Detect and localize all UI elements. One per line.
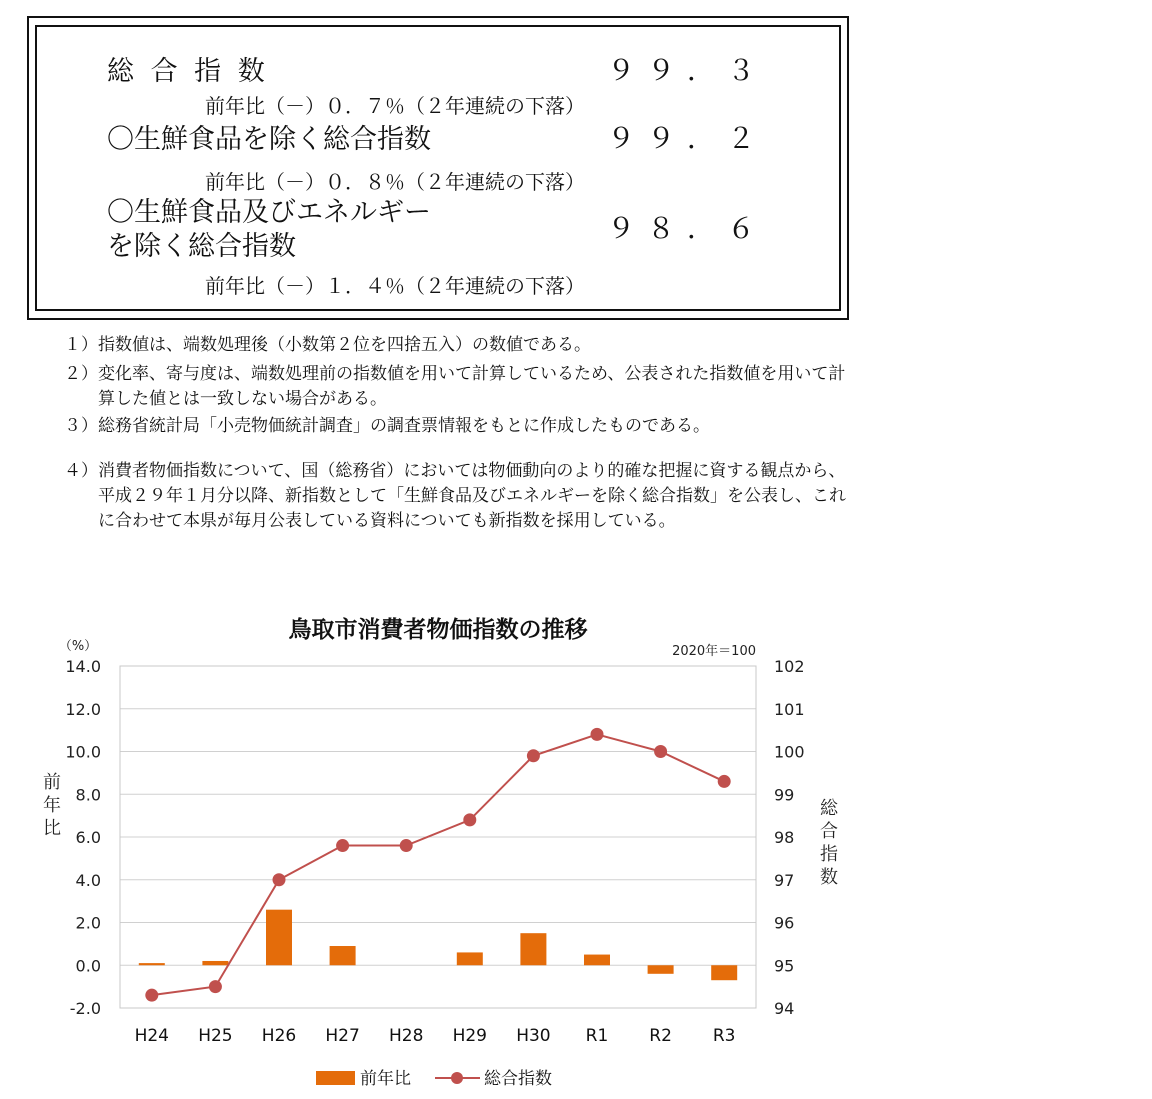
x-tick-label: H27 [325, 1026, 360, 1046]
point-H25 [209, 980, 222, 993]
left-tick-label: 12.0 [65, 699, 101, 719]
summary-box-inner [35, 25, 841, 311]
right-tick-label: 96 [774, 913, 795, 933]
left-tick-label: 2.0 [75, 913, 101, 933]
right-axis-ticks [774, 657, 805, 1018]
point-R1 [591, 728, 604, 741]
x-tick-label: H25 [198, 1026, 233, 1046]
left-tick-label: -2.0 [69, 999, 101, 1018]
right-axis-title [820, 798, 839, 888]
legend-line-label: 総合指数 [484, 1069, 552, 1089]
left-tick-label: 14.0 [65, 657, 101, 676]
note-number: ４） [64, 461, 98, 481]
legend-bar-swatch [316, 1071, 355, 1085]
right-tick-label: 95 [774, 956, 795, 976]
bar-H26 [266, 910, 292, 966]
summary-value-headline: ９９．３ [607, 54, 768, 87]
bar-H30 [520, 933, 546, 965]
base-year-note: 2020年＝100 [672, 644, 756, 659]
right-tick-label: 100 [774, 742, 805, 762]
legend-bar-label: 前年比 [360, 1069, 411, 1089]
point-R2 [654, 745, 667, 758]
bar-R2 [648, 965, 674, 974]
x-tick-label: H30 [516, 1026, 551, 1046]
x-tick-label: H28 [388, 1026, 424, 1046]
x-tick-label: H26 [261, 1026, 297, 1046]
summary-value-corecore: ９８．６ [607, 212, 768, 245]
x-tick-label: H29 [452, 1026, 488, 1046]
right-tick-label: 97 [774, 870, 795, 890]
gridlines [120, 666, 756, 1008]
x-tick-label: R2 [649, 1026, 672, 1046]
axis-title-char: 比 [43, 818, 61, 839]
axis-title-char: 年 [43, 795, 61, 816]
left-tick-label: 4.0 [75, 870, 101, 890]
summary-label-headline: 総 合 指 数 [107, 56, 269, 87]
chart-title: 鳥取市消費者物価指数の推移 [288, 617, 588, 643]
axis-title-char: 数 [820, 867, 838, 888]
point-H30 [527, 749, 540, 762]
right-tick-label: 94 [774, 999, 795, 1018]
point-H27 [336, 839, 349, 852]
summary-label-core: 〇生鮮食品を除く総合指数 [107, 124, 431, 155]
right-tick-label: 98 [774, 828, 795, 847]
note-item [64, 414, 854, 439]
note-item [64, 459, 854, 534]
left-tick-label: 0.0 [75, 956, 101, 976]
legend [316, 1068, 552, 1089]
line-path [152, 734, 724, 995]
summary-change-corecore: 前年比（－）１．４％（２年連続の下落） [205, 274, 585, 298]
left-axis-unit: （%） [58, 639, 98, 654]
left-tick-label: 6.0 [75, 828, 101, 847]
bar-R1 [584, 955, 610, 966]
point-H29 [463, 813, 476, 826]
bar-H25 [202, 961, 228, 965]
summary-box [27, 16, 849, 320]
axis-title-char: 総 [820, 798, 838, 819]
axis-title-char: 前 [43, 772, 61, 793]
summary-label-corecore-line1: 〇生鮮食品及びエネルギー [107, 197, 431, 228]
left-tick-label: 8.0 [75, 785, 101, 805]
bar-series [139, 910, 737, 981]
point-H28 [400, 839, 413, 852]
summary-label-corecore-line2: を除く総合指数 [107, 231, 296, 262]
left-axis-title [43, 772, 61, 839]
note-text: 消費者物価指数について、国（総務省）においては物価動向のより的確な把握に資する観点から、平成２９年１月分以降、新指数として「生鮮食品及びエネルギーを除く総合指数」を公表し、これに合わせて本県が毎月公表している資料についても新指数を採用している。 [98, 461, 846, 531]
legend-line-marker [451, 1072, 463, 1084]
summary-change-core: 前年比（－）０．８％（２年連続の下落） [205, 170, 585, 194]
right-tick-label: 99 [774, 785, 795, 805]
point-R3 [718, 775, 731, 788]
right-tick-label: 101 [774, 699, 805, 719]
right-tick-label: 102 [774, 657, 805, 676]
axis-title-char: 指 [820, 844, 838, 865]
note-item [64, 362, 854, 412]
bar-H29 [457, 952, 483, 965]
x-tick-label: R3 [712, 1026, 736, 1046]
summary-value-core: ９９．２ [607, 122, 768, 155]
left-tick-label: 10.0 [65, 742, 101, 762]
x-axis-labels [135, 1026, 736, 1046]
x-tick-label: H24 [134, 1026, 170, 1046]
note-number: １） [64, 335, 98, 355]
point-H26 [273, 873, 286, 886]
cpi-chart [0, 600, 900, 1099]
bar-H27 [330, 946, 356, 965]
axis-title-char: 合 [820, 821, 838, 842]
note-number: ３） [64, 416, 98, 436]
left-axis-ticks [65, 657, 101, 1018]
notes-list [64, 333, 854, 534]
point-H24 [145, 989, 158, 1002]
bar-R3 [711, 965, 737, 980]
note-number: ２） [64, 364, 98, 384]
note-item [64, 333, 854, 358]
note-text: 指数値は、端数処理後（小数第２位を四捨五入）の数値である。 [98, 335, 591, 355]
note-text: 総務省統計局「小売物価統計調査」の調査票情報をもとに作成したものである。 [98, 416, 710, 436]
summary-change-headline: 前年比（－）０．７％（２年連続の下落） [205, 94, 585, 118]
bar-H24 [139, 963, 165, 965]
x-tick-label: R1 [585, 1026, 609, 1046]
line-series [145, 728, 730, 1002]
note-text: 変化率、寄与度は、端数処理前の指数値を用いて計算しているため、公表された指数値を用いて計算した値とは一致しない場合がある。 [98, 364, 846, 409]
